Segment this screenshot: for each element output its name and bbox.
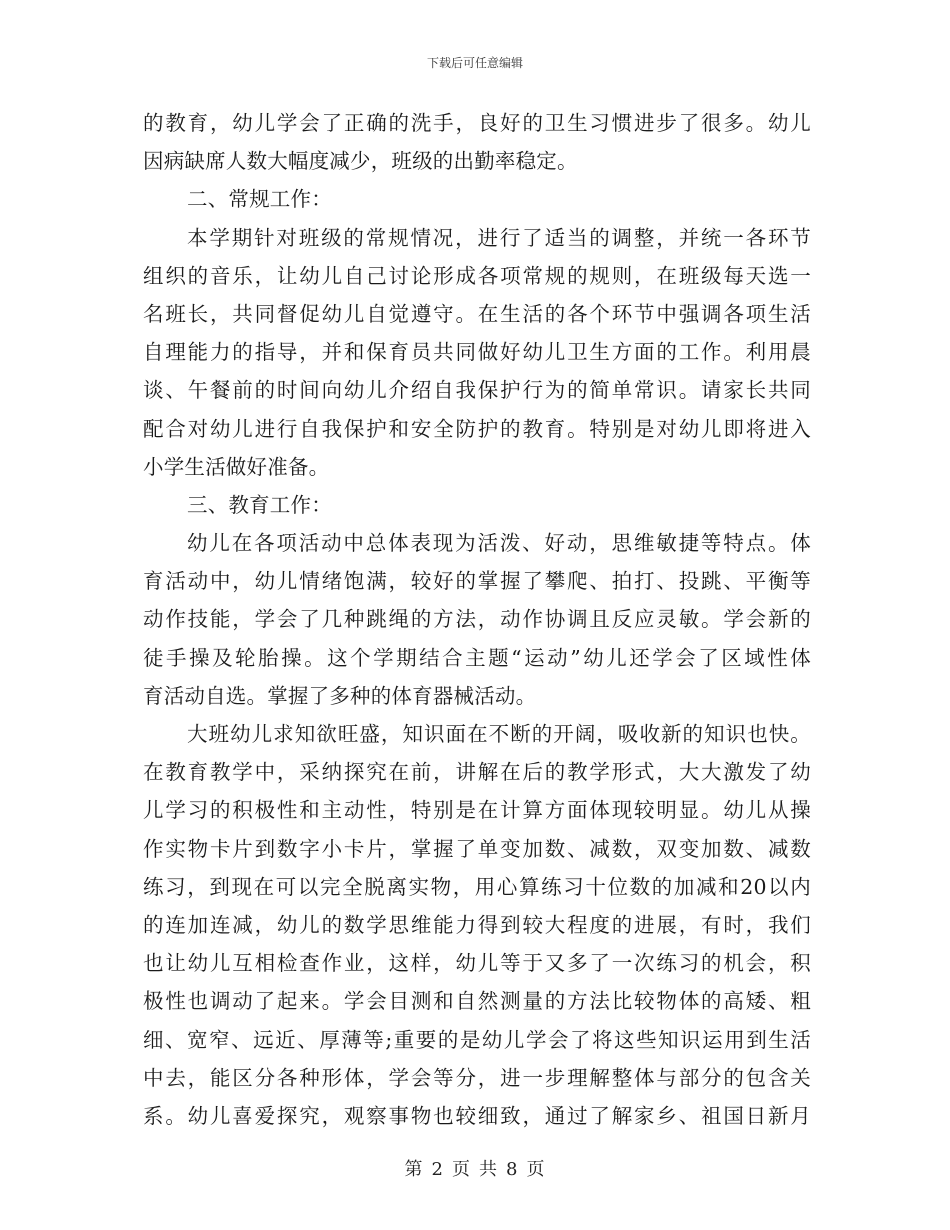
text-line: 配合对幼儿进行自我保护和安全防护的教育。特别是对幼儿即将进入	[143, 416, 811, 441]
text-line: 练习，到现在可以完全脱离实物，用心算练习十位数的加减和20以内	[143, 874, 811, 899]
page-header: 下载后可任意编辑	[426, 56, 523, 70]
text-line: 自理能力的指导，并和保育员共同做好幼儿卫生方面的工作。利用晨	[143, 340, 811, 365]
text-line: 幼儿在各项活动中总体表现为活泼、好动，思维敏捷等特点。体	[187, 531, 811, 556]
footer-label-ye: 页	[452, 1159, 471, 1180]
text-line: 谈、午餐前的时间向幼儿介绍自我保护行为的简单常识。请家长共同	[143, 378, 811, 403]
text-line: 因病缺席人数大幅度减少，班级的出勤率稳定。	[143, 149, 578, 174]
text-line: 系。幼儿喜爱探究，观察事物也较细致，通过了解家乡、祖国日新月	[143, 1103, 811, 1128]
footer-label-di: 第	[404, 1159, 424, 1180]
text-line: 二、常规工作：	[187, 187, 332, 212]
text-line: 中去，能区分各种形体，学会等分，进一步理解整体与部分的包含关	[143, 1065, 811, 1090]
text-line: 本学期针对班级的常规情况，进行了适当的调整，并统一各环节	[187, 225, 811, 250]
text-line: 极性也调动了起来。学会目测和自然测量的方法比较物体的高矮、粗	[143, 989, 811, 1014]
page-footer	[0, 1155, 950, 1181]
text-line: 育活动自选。掌握了多种的体育器械活动。	[143, 683, 537, 708]
text-line: 徒手操及轮胎操。这个学期结合主题“运动”幼儿还学会了区域性体	[143, 645, 811, 670]
text-line: 大班幼儿求知欲旺盛，知识面在不断的开阔，吸收新的知识也快。	[187, 722, 811, 746]
text-line: 的连加连减，幼儿的数学思维能力得到较大程度的进展，有时，我们	[143, 912, 811, 937]
text-line: 小学生活做好准备。	[143, 454, 330, 479]
footer-label-ye2: 页	[526, 1159, 546, 1180]
text-line: 儿学习的积极性和主动性，特别是在计算方面体现较明显。幼儿从操	[143, 798, 811, 823]
text-line: 的教育，幼儿学会了正确的洗手，良好的卫生习惯进步了很多。幼儿	[143, 111, 811, 135]
text-line: 动作技能，学会了几种跳绳的方法，动作协调且反应灵敏。学会新的	[143, 607, 811, 632]
text-line: 也让幼儿互相检查作业，这样，幼儿等于又多了一次练习的机会，积	[143, 951, 811, 976]
text-line: 育活动中，幼儿情绪饱满，较好的掌握了攀爬、拍打、投跳、平衡等	[143, 569, 811, 594]
text-line: 在教育教学中，采纳探究在前，讲解在后的教学形式，大大激发了幼	[143, 760, 811, 785]
footer-label-gong: 共	[479, 1159, 498, 1180]
text-line: 三、教育工作：	[187, 492, 332, 517]
text-line: 细、宽窄、远近、厚薄等;重要的是幼儿学会了将这些知识运用到生活	[143, 1027, 811, 1052]
text-line: 作实物卡片到数字小卡片，掌握了单变加数、减数，双变加数、减数	[143, 836, 811, 861]
document-body	[143, 104, 811, 1135]
total-page-count: 8	[506, 1159, 519, 1180]
text-line: 组织的音乐，让幼儿自己讨论形成各项常规的规则，在班级每天选一	[143, 263, 811, 288]
current-page-number: 2	[431, 1159, 444, 1180]
text-line: 名班长，共同督促幼儿自觉遵守。在生活的各个环节中强调各项生活	[143, 301, 811, 326]
